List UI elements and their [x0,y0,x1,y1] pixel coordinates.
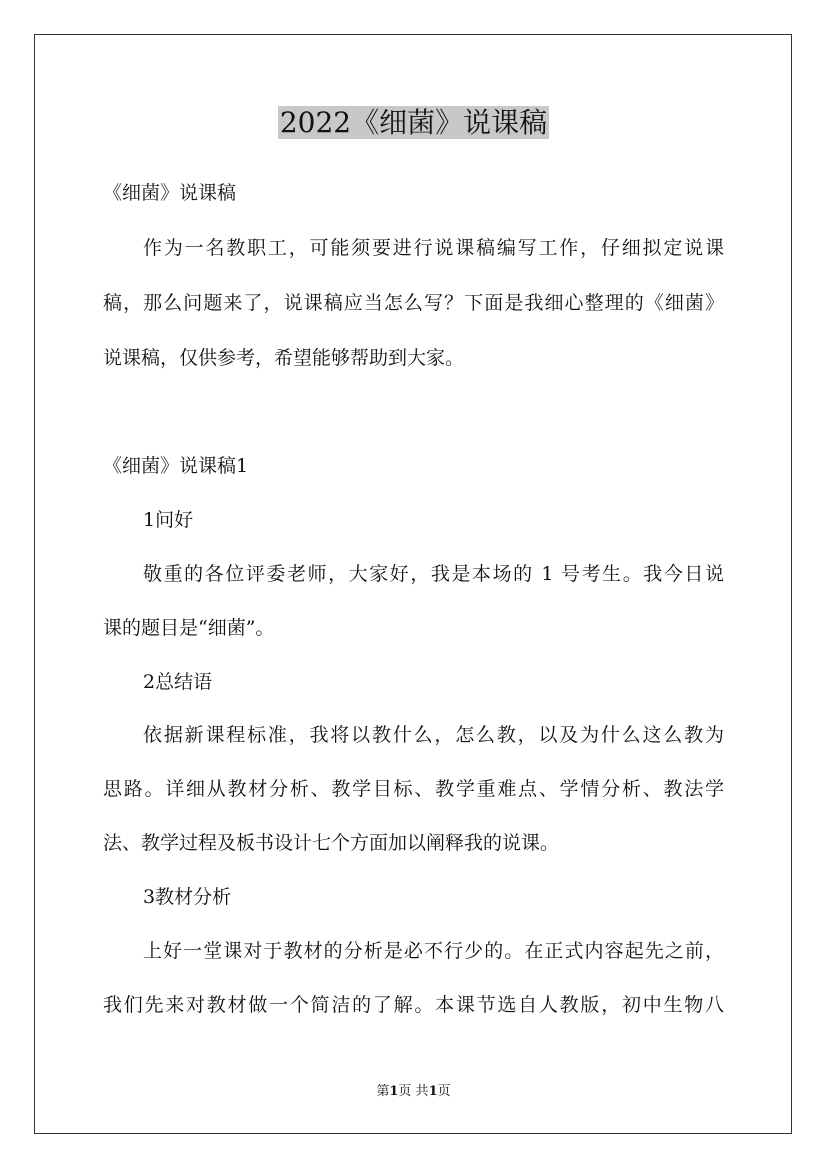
text-line-10: 依据新课程标准，我将以教什么，怎么教，以及为什么这么教为 [143,724,724,746]
text-line-3: 稿，那么问题来了，说课稿应当怎么写？下面是我细心整理的《细菌》 [103,292,724,314]
subheading-greeting: 1问好 [143,509,194,531]
subheading-summary: 2总结语 [143,671,213,693]
footer-total-pages: 1 [428,1084,438,1099]
text-line-12: 法、教学过程及板书设计七个方面加以阐释我的说课。 [103,832,560,854]
footer-page-number: 1 [389,1084,399,1099]
text-line-7: 敬重的各位评委老师，大家好，我是本场的 1 号考生。我今日说 [143,563,724,585]
text-line-11: 思路。详细从教材分析、教学目标、教学重难点、学情分析、教法学 [103,778,724,800]
text-line-1: 《细菌》说课稿 [103,182,237,204]
footer-total-suffix: 页 [437,1084,451,1099]
footer-page-prefix: 第 [376,1084,390,1099]
section-heading-1: 《细菌》说课稿1 [103,455,249,477]
document-title [0,104,827,142]
page-footer [0,1083,827,1101]
text-line-15: 我们先来对教材做一个简洁的了解。本课节选自人教版，初中生物八 [103,994,724,1016]
text-line-14: 上好一堂课对于教材的分析是必不行少的。在正式内容起先之前， [143,940,724,962]
text-line-8: 课的题目是“细菌”。 [103,617,275,639]
subheading-textbook-analysis: 3教材分析 [143,886,232,908]
text-line-2: 作为一名教职工，可能须要进行说课稿编写工作，仔细拟定说课 [143,237,724,259]
document-title-text: 2022《细菌》说课稿 [279,106,548,139]
text-line-4: 说课稿，仅供参考，希望能够帮助到大家。 [103,347,465,369]
footer-page-suffix: 页 共 [398,1084,429,1099]
